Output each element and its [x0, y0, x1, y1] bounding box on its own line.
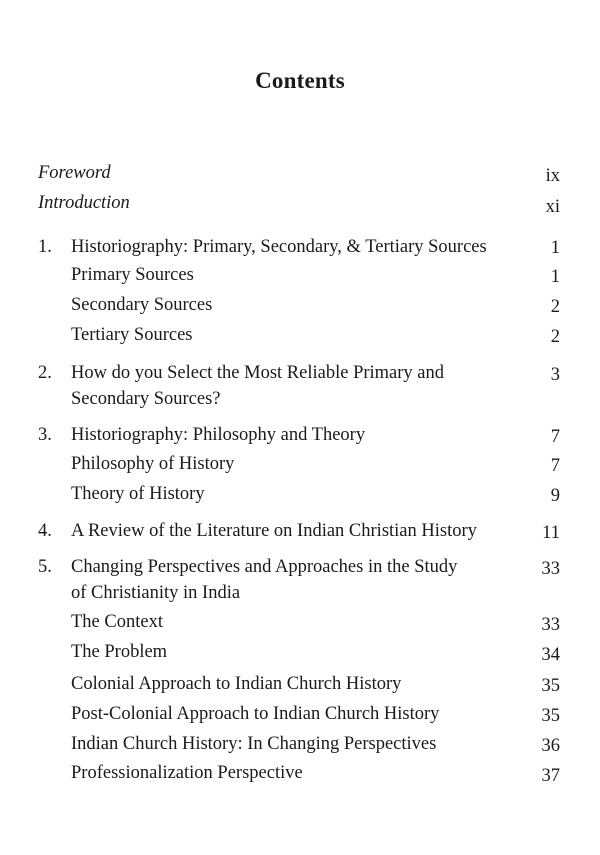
entry-label: Introduction: [38, 193, 130, 213]
chapter-title-line1: Changing Perspectives and Approaches in the Study: [71, 557, 458, 577]
section-title: Tertiary Sources: [71, 325, 193, 345]
entry-label: Foreword: [38, 163, 111, 183]
chapter-number: 1.: [38, 237, 52, 257]
entry-page: 33: [541, 615, 560, 635]
chapter-number: 3.: [38, 425, 52, 445]
chapter-number: 5.: [38, 557, 52, 577]
entry-page: 33: [541, 559, 560, 579]
chapter-title: Historiography: Primary, Secondary, & Tertiary Sources: [71, 237, 487, 257]
entry-page: 11: [542, 523, 560, 543]
entry-page: 2: [550, 297, 560, 317]
entry-page: 7: [550, 427, 560, 447]
entry-page: 36: [541, 736, 560, 756]
entry-page: 35: [541, 706, 560, 726]
entry-page: 7: [550, 456, 560, 476]
entry-page: 9: [550, 486, 560, 506]
entry-page: 2: [550, 327, 560, 347]
chapter-title-line2: of Christianity in India: [71, 583, 241, 603]
section-title: Colonial Approach to Indian Church History: [71, 674, 402, 694]
entry-page: 34: [541, 645, 560, 665]
section-title: Secondary Sources: [71, 295, 213, 315]
chapter-title: Historiography: Philosophy and Theory: [71, 425, 366, 445]
section-title: The Context: [71, 612, 163, 632]
section-title: Professionalization Perspective: [71, 763, 303, 783]
chapter-title: A Review of the Literature on Indian Christian History: [71, 521, 477, 541]
entry-page: xi: [545, 197, 560, 217]
section-title: Theory of History: [71, 484, 205, 504]
section-title: Primary Sources: [71, 265, 194, 285]
chapter-number: 4.: [38, 521, 52, 541]
entry-page: 1: [550, 238, 560, 258]
entry-page: 37: [541, 766, 560, 786]
page-title: Contents: [255, 68, 345, 93]
section-title: Indian Church History: In Changing Perspectives: [71, 734, 437, 754]
entry-page: 1: [550, 267, 560, 287]
section-title: Post-Colonial Approach to Indian Church History: [71, 704, 440, 724]
chapter-title-line1: How do you Select the Most Reliable Primary and: [71, 363, 445, 383]
entry-page: 3: [550, 365, 560, 385]
section-title: The Problem: [71, 642, 168, 662]
section-title: Philosophy of History: [71, 454, 235, 474]
chapter-number: 2.: [38, 363, 52, 383]
chapter-title-line2: Secondary Sources?: [71, 389, 221, 409]
entry-page: 35: [541, 676, 560, 696]
entry-page: ix: [545, 166, 560, 186]
